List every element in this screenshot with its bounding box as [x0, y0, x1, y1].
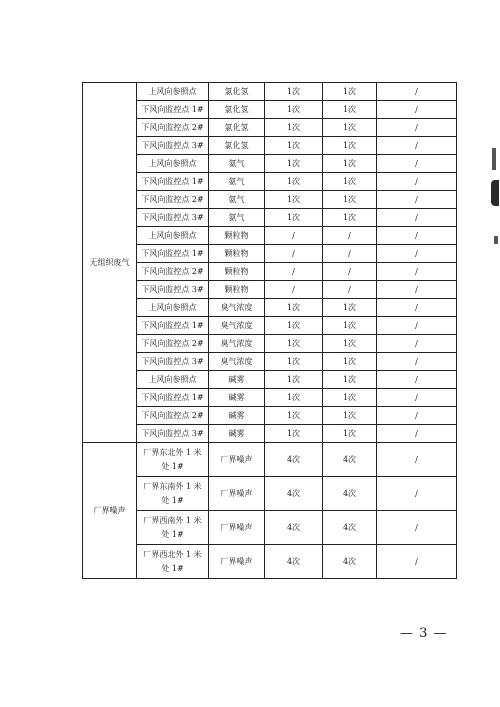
table-row	[83, 477, 457, 511]
frequency-b-cell: 1次	[323, 389, 377, 407]
item-cell: 臭气浓度	[209, 353, 265, 371]
item-cell: 碱雾	[209, 425, 265, 443]
monitoring-point-cell: 上风向参照点	[137, 83, 209, 101]
remark-cell: /	[377, 155, 457, 173]
table-row	[83, 511, 457, 545]
remark-cell: /	[377, 353, 457, 371]
binding-mark	[491, 180, 499, 206]
item-cell: 厂界噪声	[209, 443, 265, 477]
item-cell: 氨气	[209, 191, 265, 209]
frequency-b-cell: 4次	[323, 545, 377, 579]
category-cell: 厂界噪声	[83, 443, 137, 579]
item-cell: 氨气	[209, 173, 265, 191]
monitoring-point-cell: 下风向监控点 1#	[137, 173, 209, 191]
remark-cell: /	[377, 371, 457, 389]
item-cell: 氨气	[209, 209, 265, 227]
frequency-b-cell: 1次	[323, 119, 377, 137]
table-row	[83, 389, 457, 407]
remark-cell: /	[377, 511, 457, 545]
monitoring-point-cell: 下风向监控点 3#	[137, 209, 209, 227]
monitoring-point-cell: 下风向监控点 2#	[137, 119, 209, 137]
remark-cell: /	[377, 209, 457, 227]
table-row	[83, 227, 457, 245]
table-row	[83, 281, 457, 299]
frequency-b-cell: /	[323, 227, 377, 245]
frequency-b-cell: 1次	[323, 137, 377, 155]
item-cell: 颗粒物	[209, 227, 265, 245]
table-row	[83, 209, 457, 227]
monitoring-point-cell: 下风向监控点 1#	[137, 101, 209, 119]
monitoring-point-cell: 下风向监控点 2#	[137, 335, 209, 353]
item-cell: 臭气浓度	[209, 317, 265, 335]
remark-cell: /	[377, 119, 457, 137]
table-row	[83, 443, 457, 477]
frequency-a-cell: 1次	[265, 101, 323, 119]
remark-cell: /	[377, 245, 457, 263]
monitoring-point-cell: 厂界东北外 1 米处 1#	[137, 443, 209, 477]
monitoring-point-cell: 下风向监控点 2#	[137, 407, 209, 425]
frequency-a-cell: /	[265, 263, 323, 281]
item-cell: 氨气	[209, 155, 265, 173]
monitoring-point-cell: 厂界西南外 1 米处 1#	[137, 511, 209, 545]
frequency-b-cell: 1次	[323, 317, 377, 335]
remark-cell: /	[377, 299, 457, 317]
frequency-b-cell: 1次	[323, 209, 377, 227]
frequency-a-cell: 4次	[265, 443, 323, 477]
remark-cell: /	[377, 173, 457, 191]
item-cell: 厂界噪声	[209, 477, 265, 511]
frequency-b-cell: 1次	[323, 425, 377, 443]
table-row	[83, 119, 457, 137]
frequency-a-cell: 1次	[265, 389, 323, 407]
remark-cell: /	[377, 137, 457, 155]
remark-cell: /	[377, 545, 457, 579]
table-row	[83, 371, 457, 389]
frequency-a-cell: 1次	[265, 209, 323, 227]
table-row	[83, 191, 457, 209]
item-cell: 颗粒物	[209, 281, 265, 299]
remark-cell: /	[377, 317, 457, 335]
binding-mark	[492, 148, 496, 170]
frequency-b-cell: 1次	[323, 371, 377, 389]
item-cell: 颗粒物	[209, 263, 265, 281]
item-cell: 臭气浓度	[209, 335, 265, 353]
frequency-b-cell: /	[323, 281, 377, 299]
monitoring-point-cell: 下风向监控点 3#	[137, 281, 209, 299]
category-cell: 无组织废气	[83, 83, 137, 443]
item-cell: 颗粒物	[209, 245, 265, 263]
table-row	[83, 317, 457, 335]
table-row	[83, 245, 457, 263]
item-cell: 氯化氢	[209, 137, 265, 155]
remark-cell: /	[377, 83, 457, 101]
frequency-a-cell: 1次	[265, 119, 323, 137]
frequency-a-cell: 1次	[265, 155, 323, 173]
monitoring-table	[82, 82, 457, 579]
remark-cell: /	[377, 443, 457, 477]
table-row	[83, 545, 457, 579]
frequency-a-cell: 1次	[265, 317, 323, 335]
frequency-a-cell: 1次	[265, 137, 323, 155]
frequency-b-cell: 4次	[323, 511, 377, 545]
item-cell: 氯化氢	[209, 119, 265, 137]
table-row	[83, 425, 457, 443]
remark-cell: /	[377, 263, 457, 281]
item-cell: 碱雾	[209, 371, 265, 389]
monitoring-point-cell: 下风向监控点 3#	[137, 425, 209, 443]
frequency-a-cell: 1次	[265, 173, 323, 191]
item-cell: 碱雾	[209, 407, 265, 425]
item-cell: 氯化氢	[209, 101, 265, 119]
frequency-b-cell: 4次	[323, 477, 377, 511]
frequency-a-cell: 1次	[265, 191, 323, 209]
binding-mark	[494, 236, 498, 244]
frequency-a-cell: 1次	[265, 83, 323, 101]
monitoring-point-cell: 下风向监控点 1#	[137, 317, 209, 335]
frequency-b-cell: 1次	[323, 353, 377, 371]
table-row	[83, 335, 457, 353]
monitoring-point-cell: 下风向监控点 1#	[137, 389, 209, 407]
table-row	[83, 407, 457, 425]
frequency-b-cell: 1次	[323, 299, 377, 317]
frequency-a-cell: /	[265, 227, 323, 245]
remark-cell: /	[377, 101, 457, 119]
table-row	[83, 155, 457, 173]
monitoring-point-cell: 下风向监控点 1#	[137, 245, 209, 263]
monitoring-table-body	[83, 83, 457, 579]
monitoring-point-cell: 厂界东南外 1 米处 1#	[137, 477, 209, 511]
frequency-b-cell: 1次	[323, 335, 377, 353]
remark-cell: /	[377, 335, 457, 353]
frequency-b-cell: 1次	[323, 407, 377, 425]
frequency-b-cell: 1次	[323, 173, 377, 191]
item-cell: 碱雾	[209, 389, 265, 407]
remark-cell: /	[377, 477, 457, 511]
frequency-a-cell: 4次	[265, 511, 323, 545]
frequency-b-cell: 1次	[323, 155, 377, 173]
frequency-b-cell: 1次	[323, 83, 377, 101]
frequency-b-cell: /	[323, 245, 377, 263]
monitoring-point-cell: 上风向参照点	[137, 371, 209, 389]
monitoring-point-cell: 上风向参照点	[137, 227, 209, 245]
frequency-a-cell: 4次	[265, 477, 323, 511]
frequency-a-cell: /	[265, 281, 323, 299]
table-row	[83, 83, 457, 101]
remark-cell: /	[377, 389, 457, 407]
table-row	[83, 263, 457, 281]
table-row	[83, 299, 457, 317]
frequency-a-cell: 1次	[265, 299, 323, 317]
frequency-a-cell: 1次	[265, 407, 323, 425]
monitoring-point-cell: 下风向监控点 3#	[137, 137, 209, 155]
remark-cell: /	[377, 407, 457, 425]
monitoring-point-cell: 下风向监控点 2#	[137, 263, 209, 281]
remark-cell: /	[377, 425, 457, 443]
monitoring-point-cell: 厂界西北外 1 米处 1#	[137, 545, 209, 579]
table-row	[83, 353, 457, 371]
page-number: — 3 —	[400, 626, 448, 641]
table-row	[83, 137, 457, 155]
table-row	[83, 173, 457, 191]
frequency-a-cell: /	[265, 245, 323, 263]
frequency-a-cell: 1次	[265, 335, 323, 353]
frequency-b-cell: 1次	[323, 101, 377, 119]
monitoring-point-cell: 下风向监控点 2#	[137, 191, 209, 209]
remark-cell: /	[377, 227, 457, 245]
monitoring-point-cell: 上风向参照点	[137, 299, 209, 317]
monitoring-point-cell: 上风向参照点	[137, 155, 209, 173]
item-cell: 氯化氢	[209, 83, 265, 101]
frequency-b-cell: 4次	[323, 443, 377, 477]
frequency-a-cell: 1次	[265, 371, 323, 389]
item-cell: 厂界噪声	[209, 545, 265, 579]
frequency-a-cell: 1次	[265, 353, 323, 371]
frequency-b-cell: /	[323, 263, 377, 281]
frequency-a-cell: 4次	[265, 545, 323, 579]
remark-cell: /	[377, 191, 457, 209]
table-row	[83, 101, 457, 119]
frequency-a-cell: 1次	[265, 425, 323, 443]
item-cell: 臭气浓度	[209, 299, 265, 317]
frequency-b-cell: 1次	[323, 191, 377, 209]
monitoring-point-cell: 下风向监控点 3#	[137, 353, 209, 371]
item-cell: 厂界噪声	[209, 511, 265, 545]
remark-cell: /	[377, 281, 457, 299]
